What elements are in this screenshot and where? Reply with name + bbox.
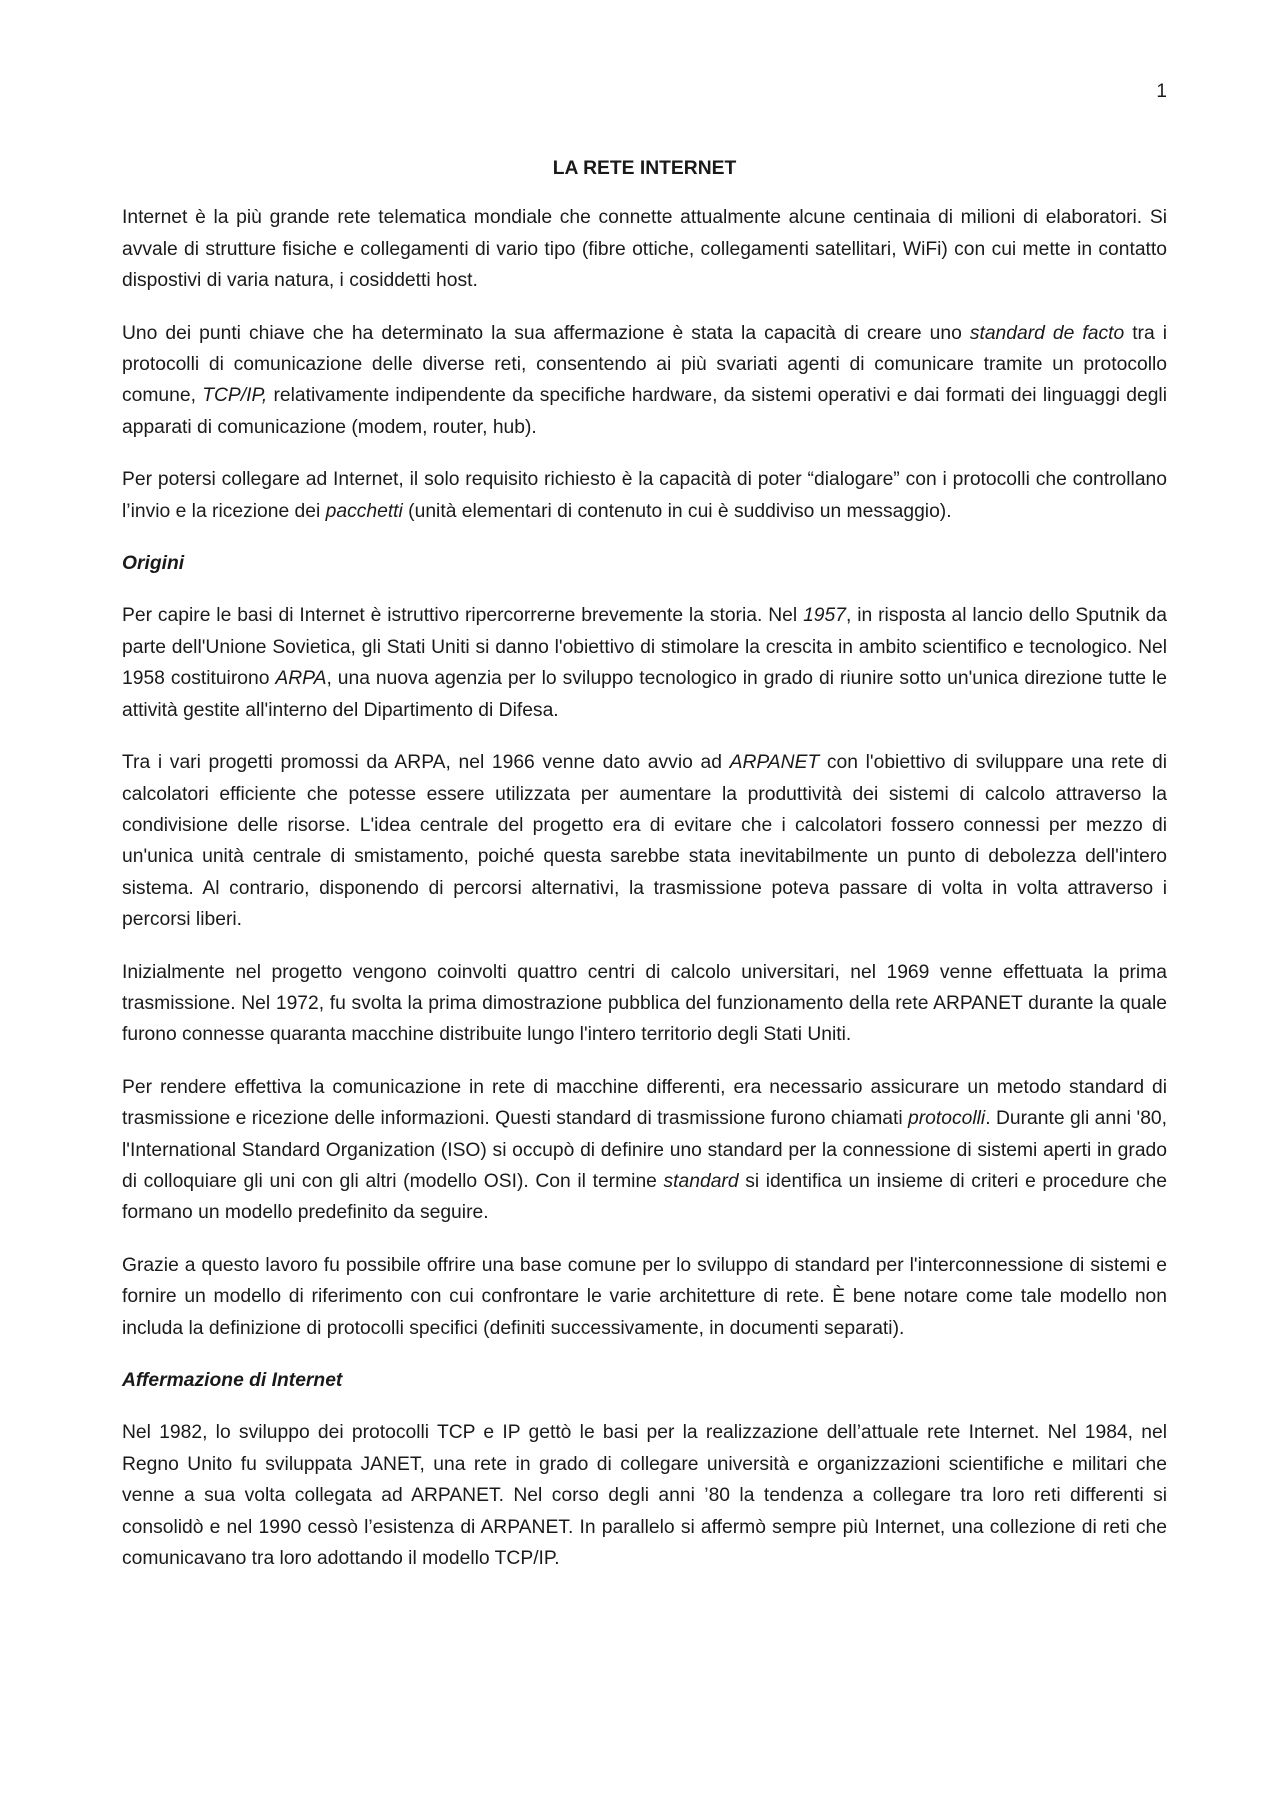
text-run: (unità elementari di contenuto in cui è suddiviso un messaggio). [402, 500, 952, 522]
paragraph [122, 600, 1167, 726]
text-run: Nel 1982, lo sviluppo dei protocolli TCP e IP gettò le basi per la realizzazione dell’attuale rete Internet. Nel 1984, nel Regno Unito fu sviluppata JANET, una rete in grado di collegare università e organizzazioni scientifiche e militari che venne a sua volta collegata ad ARPANET. Nel corso degli anni ’80 la tendenza a collegare tra loro reti differenti si consolidò e nel 1990 cessò l’esistenza di ARPANET. In parallelo si affermò sempre più Internet, una collezione di reti che comunicavano tra loro adottando il modello TCP/IP. [122, 1422, 1167, 1570]
italic-text: protocolli [908, 1108, 986, 1130]
italic-text: ARPA [275, 668, 327, 690]
italic-text: standard de facto [969, 322, 1125, 344]
document-title: LA RETE INTERNET [552, 158, 737, 179]
text-run: Tra i vari progetti promossi da ARPA, nel 1966 venne dato avvio ad [122, 752, 730, 774]
text-run: Per potersi collegare ad Internet, il solo requisito richiesto è la capacità di poter “dialogare” con i protocolli che controllano l’invio e la ricezione dei [122, 469, 1167, 522]
italic-text: pacchetti [325, 500, 403, 522]
text-run: Affermazione di Internet [122, 1370, 343, 1391]
page-number: 1 [1156, 81, 1167, 102]
text-run: Per capire le basi di Internet è istruttivo ripercorrerne brevemente la storia. Nel [122, 605, 804, 627]
paragraph [122, 1417, 1167, 1574]
paragraph [122, 202, 1167, 296]
text-run: Per rendere effettiva la comunicazione in rete di macchine differenti, era necessario assicurare un metodo standard di trasmissione e ricezione delle informazioni. Questi standard di trasmissione furono chiamati [122, 1076, 1167, 1130]
text-run: tra i protocolli di comunicazione delle diverse reti, consentendo ai più svariati agenti di comunicare tramite un protocollo comune, [122, 322, 1168, 407]
paragraph [122, 747, 1167, 935]
text-run: si identifica un insieme di criteri e procedure che formano un modello predefinito da seguire. [122, 1170, 1167, 1224]
text-run: Internet è la più grande rete telematica mondiale che connette attualmente alcune centinaia di milioni di elaboratori. Si avvale di strutture fisiche e collegamenti di vario tipo (fibre ottiche, collegamenti satellitari, WiFi) con cui mette in contatto dispostivi di varia natura, i cosiddetti host. [122, 207, 1167, 292]
text-run: Uno dei punti chiave che ha determinato la sua affermazione è stata la capacità di creare uno [122, 322, 970, 344]
italic-text: 1957 [803, 605, 846, 627]
text-run: Origini [122, 553, 185, 575]
text-run: , una nuova agenzia per lo sviluppo tecnologico in grado di riunire sotto un'unica direzione tutte le attività gestite all'interno del Dipartimento di Difesa. [122, 668, 1167, 721]
italic-text: ARPANET [729, 752, 820, 774]
paragraph [122, 464, 1167, 527]
text-run: con l'obiettivo di sviluppare una rete di calcolatori efficiente che potesse essere utilizzata per aumentare la produttività dei sistemi di calcolo attraverso la condivisione delle risorse. L'idea centrale del progetto era di evitare che i calcolatori fossero connessi per mezzo di un'unica unità centrale di smistamento, poiché questa sarebbe stata inevitabilmente un punto di debolezza dell'intero sistema. Al contrario, disponendo di percorsi alternativi, la trasmissione poteva passare di volta in volta attraverso i percorsi liberi. [122, 752, 1167, 931]
paragraph [122, 1072, 1167, 1229]
paragraph [122, 1250, 1167, 1344]
paragraph [122, 318, 1167, 444]
italic-text: TCP/IP, [202, 385, 268, 407]
document-body [122, 153, 1167, 1595]
text-run: Inizialmente nel progetto vengono coinvolti quattro centri di calcolo universitari, nel 1969 venne effettuata la prima trasmissione. Nel 1972, fu svolta la prima dimostrazione pubblica del funzionamento della rete ARPANET durante la quale furono connesse quaranta macchine distribuite lungo l'intero territorio degli Stati Uniti. [122, 961, 1167, 1046]
paragraph [122, 957, 1167, 1051]
section-heading [122, 1365, 1167, 1396]
text-run: Grazie a questo lavoro fu possibile offrire una base comune per lo sviluppo di standard per l'interconnessione di sistemi e fornire un modello di riferimento con cui confrontare le varie architetture di rete. È bene notare come tale modello non includa la definizione di protocolli specifici (definiti successivamente, in documenti separati). [122, 1254, 1167, 1339]
text-run: relativamente indipendente da specifiche hardware, da sistemi operativi e dai formati dei linguaggi degli apparati di comunicazione (modem, router, hub). [122, 385, 1167, 438]
italic-text: standard [663, 1170, 739, 1192]
text-run: , in risposta al lancio dello Sputnik da parte dell'Unione Sovietica, gli Stati Uniti si danno l'obiettivo di stimolare la crescita in ambito scientifico e tecnologico. Nel 1958 costituirono [122, 605, 1167, 690]
text-run: . Durante gli anni '80, l'International Standard Organization (ISO) si occupò di definire uno standard per la connessione di sistemi aperti in grado di colloquiare gli uni con gli altri (modello OSI). Con il termine [122, 1108, 1167, 1192]
section-heading [122, 548, 1167, 579]
